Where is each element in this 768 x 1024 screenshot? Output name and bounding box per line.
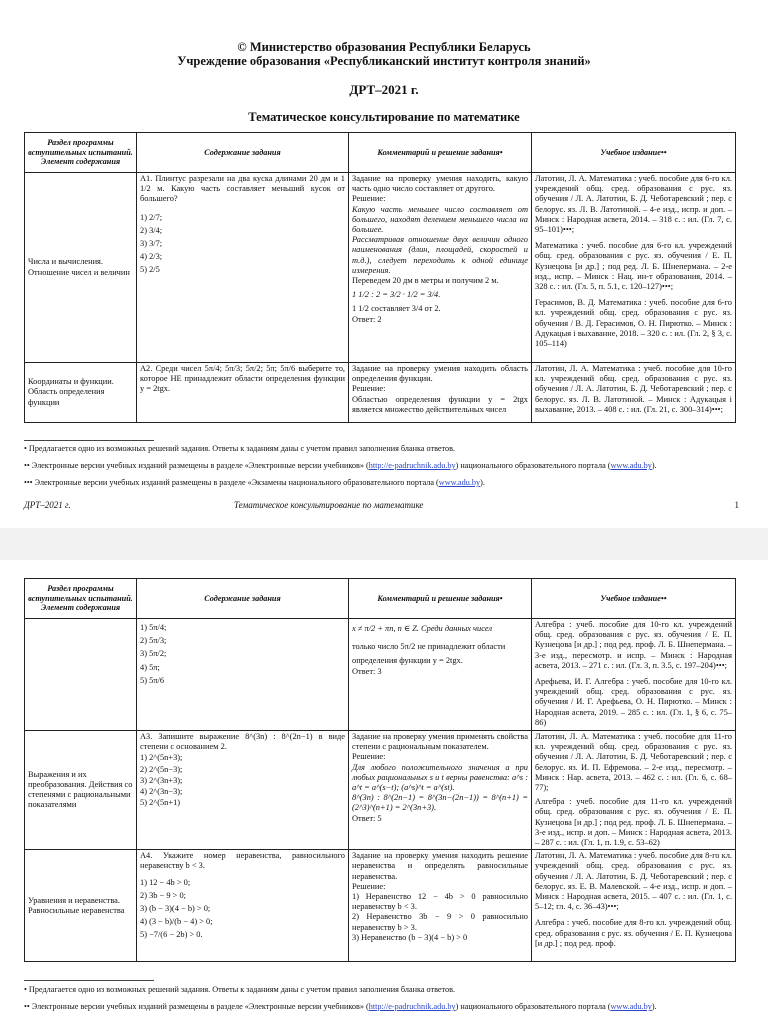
answer-option: 2) 2^(5n−3); xyxy=(140,764,183,774)
books-cell: Латотин, Л. А. Математика : учеб. пособие для 10-го кл. учреждений общ. сред. образования с рус. яз. обучения / Л. А. Латотин, Б. Д. Чеботаревский ; пер. с белорус. яз. Л. В. Латотиной. – Минск : Адукацыя і выхаванне, 2013. – 408 с. : ил. (Гл. 21, с. 300–314)•••; xyxy=(532,363,736,423)
comment-text: 3) Неравенство (b − 3)(4 − b) > 0 xyxy=(352,932,468,942)
section-cell: Выражения и их преобразования. Действия со степенями с рациональными показателями xyxy=(25,731,137,850)
comment-text: Переведем 20 дм в метры и получим 2 м. xyxy=(352,276,499,286)
task-cell xyxy=(137,850,349,962)
institution-header: Учреждение образования «Республиканский институт контроля знаний» xyxy=(177,54,591,68)
comment-cell xyxy=(349,731,532,850)
comment-formula: 8^(3n) : 8^(2n−1) = 8^(3n−(2n−1)) = 8^(n+1) = (2^3)^(n+1) = 2^(3n+3). xyxy=(352,793,528,813)
answer-option: 3) 2^(3n+3); xyxy=(140,775,183,785)
comment-text: Какую часть меньшее число составляет от большего, находят делением меньшего числа на большее. xyxy=(352,204,528,235)
footnote: ••• Электронные версии учебных изданий размещены в разделе «Экзамены национального образовательного портала (www.adu.by). xyxy=(24,478,485,487)
comment-cell xyxy=(349,363,532,423)
link-e-padruchnik[interactable]: http://e-padruchnik.adu.by xyxy=(368,461,456,470)
task-text: А4. Укажите номер неравенства, равносильного неравенству b < 3. xyxy=(140,851,345,871)
book-reference: Латотин, Л. А. Математика : учеб. пособие для 8-го кл. учреждений общ. сред. образования с рус. яз. обучения / Л. А. Латотин, Б. Д. Чеботаревский ; пер. с белорус. яз. Е. В. Малевской. – 4-е изд., испр. и доп. – Минск : Народная асвета, 2015. – 407 с. : ил. (Гл. 1, с. 5–12; гл. 4, с. 36–43)•••; xyxy=(535,851,732,912)
answer-option: 4) 5π; xyxy=(140,662,160,672)
section-cell: Уравнения и неравенства. Равносильные неравенства xyxy=(25,850,137,962)
section-cell xyxy=(25,619,137,731)
answer-option: 3) 3/7; xyxy=(140,239,163,249)
comment-text: Для любого положительного значения a при любых рациональных s и t верны равенства: a^s : a^t = a^(s−t); (a^s)^t = a^(st). xyxy=(352,762,528,793)
comment-text: Рассматривая отношение двух величин одного наименования (длин, площадей, скоростей и т.д.), следует переходить к одной единице измерения. xyxy=(352,235,528,275)
comment-text: Решение: xyxy=(352,194,386,204)
section-cell: Числа и вычисления. Отношение чисел и величин xyxy=(25,173,137,363)
book-reference: Математика : учеб. пособие для 6-го кл. учреждений общ. сред. образования с рус. яз. обучения / Е. П. Кузнецова [и др.] ; под ред. Л. Б. Шнепермана. – 2-е изд., испр. – Минск : Нац. ин-т образования, 2014. – 328 с. : ил. (Гл. 5, п. 5.1, с. 120–127)•••; xyxy=(535,241,732,292)
answer-option: 5) −7/(6 − 2b) > 0. xyxy=(140,930,203,940)
col-header-books: Учебное издание•• xyxy=(532,133,736,173)
comment-answer: Ответ: 3 xyxy=(352,666,382,676)
table-row xyxy=(25,619,736,731)
table-row xyxy=(25,731,736,850)
book-reference: Алгебра : учеб. пособие для 10-го кл. учреждений общ. сред. образования с рус. яз. обучения / Е. П. Кузнецова [и др.] ; под ред. проф. Л. Б. Шнепермана. – 3-е изд., пересмотр. и испр. – Минск : Народная асвета, 2013. – 271 с. : ил. (Гл. 3, п. 3.5, с. 197–204)•••; xyxy=(535,620,732,670)
col-header-section: Раздел программы вступительных испытаний. Элемент содержания xyxy=(25,579,137,619)
answer-option: 1) 2^(5n+3); xyxy=(140,753,183,763)
link-adu-by[interactable]: www.adu.by xyxy=(610,461,652,470)
comment-text: 1) Неравенство 12 − 4b > 0 равносильно неравенству b < 3. xyxy=(352,892,528,912)
consultation-table-1 xyxy=(24,132,736,423)
comment-text: Решение: xyxy=(352,881,386,891)
table-row xyxy=(25,850,736,962)
comment-text: Решение: xyxy=(352,384,386,394)
answer-option: 3) 5π/2; xyxy=(140,649,167,659)
footnote: •• Электронные версии учебных изданий размещены в разделе «Электронные версии учебников» (http://e-padruchnik.adu.by) национального образовательного портала (www.adu.by). xyxy=(24,1002,657,1011)
task-cell xyxy=(137,731,349,850)
footnote-divider xyxy=(24,980,154,981)
table-row xyxy=(25,173,736,363)
comment-text: Задание на проверку умения применять свойства степени с рациональным показателем. xyxy=(352,732,528,752)
answer-option: 5) 5π/6 xyxy=(140,675,165,685)
section-cell: Координаты и функции. Область определения функции xyxy=(25,363,137,423)
answer-option: 4) 2^(3n−3); xyxy=(140,787,183,797)
comment-text: Областью определения функции y = 2tgx является множество действительных чисел xyxy=(352,394,528,414)
answer-option: 1) 5π/4; xyxy=(140,623,167,632)
col-header-task: Содержание задания xyxy=(137,133,349,173)
comment-cell xyxy=(349,850,532,962)
subject-title: Тематическое консультирование по математике xyxy=(248,110,520,124)
link-e-padruchnik[interactable]: http://e-padruchnik.adu.by xyxy=(368,1002,456,1011)
col-header-comment: Комментарий и решение задания• xyxy=(349,579,532,619)
answer-option: 1) 2/7; xyxy=(140,212,163,222)
answer-option: 3) (b − 3)(4 − b) > 0; xyxy=(140,904,211,914)
comment-answer: Ответ: 5 xyxy=(352,813,382,823)
table-header-row xyxy=(25,579,736,619)
comment-text: 1 1/2 составляет 3/4 от 2. xyxy=(352,304,441,314)
book-reference: Алгебра : учеб. пособие для 8-го кл. учреждений общ. сред. образования с рус. яз. обучения / Е. П. Кузнецова [и др.] ; под ред. проф. xyxy=(535,918,732,948)
task-cell xyxy=(137,619,349,731)
consultation-table-2 xyxy=(24,578,736,962)
comment-formula: 1 1/2 : 2 = 3/2 · 1/2 = 3/4. xyxy=(352,290,441,300)
comment-cell xyxy=(349,173,532,363)
answer-option: 2) 5π/3; xyxy=(140,636,167,646)
task-cell: А2. Среди чисел 5π/4; 5π/3; 5π/2; 5π; 5π/6 выберите то, которое НЕ принадлежит области определения функции y = 2tgx. xyxy=(137,363,349,423)
books-cell xyxy=(532,173,736,363)
footnote: •• Электронные версии учебных изданий размещены в разделе «Электронные версии учебников» (http://e-padruchnik.adu.by) национального образовательного портала (www.adu.by). xyxy=(24,461,657,470)
books-cell xyxy=(532,731,736,850)
answer-option: 4) 2/3; xyxy=(140,252,163,262)
comment-cell xyxy=(349,619,532,731)
footnote-divider xyxy=(24,440,154,441)
ministry-header: © Министерство образования Республики Беларусь xyxy=(237,40,531,54)
answer-option: 4) (3 − b)/(b − 4) > 0; xyxy=(140,917,213,927)
footer-exam: ДРТ–2021 г. xyxy=(24,500,71,510)
book-reference: Латотин, Л. А. Математика : учеб. пособие для 6-го кл. учреждений общ. сред. образования с рус. яз. обучения / Л. А. Латотин, Б. Д. Чеботаревский ; пер. с белорус. яз. Л. В. Латотиной. – 4-е изд., испр. и доп. – Минск : Народная асвета, 2014. – 318 с. : ил. (Гл. 7, с. 95–101)•••; xyxy=(535,174,732,235)
comment-text: только число 5π/2 не принадлежит области xyxy=(352,642,506,652)
link-adu-by[interactable]: www.adu.by xyxy=(610,1002,652,1011)
comment-formula: x ≠ π/2 + πn, n ∈ Z. Среди данных чисел xyxy=(352,624,493,633)
footer-subject: Тематическое консультирование по математике xyxy=(234,500,424,510)
book-reference: Латотин, Л. А. Математика : учеб. пособие для 11-го кл. учреждений общ. сред. образования с рус. яз. обучения / Л. А. Латотин, Б. Д. Чеботаревский ; пер. с белорус. яз. И. П. Ефремова. – 2-е изд., пересмотр. – Минск : Нар. асвета, 2013. – 462 с. : ил. (Гл. 6, с. 68–77); xyxy=(535,732,732,793)
table-row xyxy=(25,363,736,423)
book-reference: Арефьева, И. Г. Алгебра : учеб. пособие для 10-го кл. учреждений общ. сред. образования с рус. яз. обучения / И. Г. Арефьева, О. Н. Пирютко. – Минск : Народная асвета, 2019. – 285 с. : ил. (Гл. 1, § 6, с. 75–86) xyxy=(535,677,732,727)
answer-option: 1) 12 − 4b > 0; xyxy=(140,877,191,887)
col-header-comment: Комментарий и решение задания• xyxy=(349,133,532,173)
books-cell xyxy=(532,850,736,962)
link-adu-by[interactable]: www.adu.by xyxy=(438,478,481,487)
comment-text: Задание на проверку умения находить решение неравенства и определять равносильные неравенства. xyxy=(352,851,528,881)
table-header-row xyxy=(25,133,736,173)
task-text: А1. Плинтус разрезали на два куска длинами 20 дм и 1 1/2 м. Какую часть составляет меньший кусок от большего? xyxy=(140,174,345,204)
exam-title: ДРТ–2021 г. xyxy=(349,82,419,97)
col-header-books: Учебное издание•• xyxy=(532,579,736,619)
answer-option: 2) 3b − 9 > 0; xyxy=(140,890,186,900)
comment-answer: Ответ: 2 xyxy=(352,314,382,324)
page-2 xyxy=(0,560,768,1024)
books-cell xyxy=(532,619,736,731)
comment-text: Задание на проверку умения находить область определения функции. xyxy=(352,364,528,384)
answer-option: 2) 3/4; xyxy=(140,225,163,235)
comment-text: определения функции y = 2tgx. xyxy=(352,656,463,666)
col-header-task: Содержание задания xyxy=(137,579,349,619)
comment-text: Задание на проверку умения находить, какую часть одно число составляет от другого. xyxy=(352,174,528,194)
answer-option: 5) 2^(5n+1) xyxy=(140,798,181,808)
page-gap xyxy=(0,528,768,560)
book-reference: Герасимов, В. Д. Математика : учеб. пособие для 6-го кл. учреждений общ. сред. образования с рус. яз. обучения / В. Д. Герасимов, О. Н. Пирютко. – Минск : Адукацыя і выхаванне, 2018. – 320 с. : ил. (Гл. 2, § 3, с. 105–114) xyxy=(535,298,732,349)
answer-option: 5) 2/5 xyxy=(140,265,160,275)
footnote: • Предлагается одно из возможных решений задания. Ответы к заданиям даны с учетом правил заполнения бланка ответов. xyxy=(24,985,456,994)
comment-text: 2) Неравенство 3b − 9 > 0 равносильно неравенству b > 3. xyxy=(352,912,528,932)
book-reference: Алгебра : учеб. пособие для 11-го кл. учреждений общ. сред. образования с рус. яз. обучения / Е. П. Кузнецова [и др.] ; под ред. проф. Л. Б. Шнепермана. – 3-е изд., испр. и доп. – Минск : Народная асвета, 2013. – 287 с. : ил. (Гл. 1, п. 1.9, с. 53–62) xyxy=(535,797,732,848)
task-text: А3. Запишите выражение 8^(3n) : 8^(2n−1) в виде степени с основанием 2. xyxy=(140,732,345,752)
footnote: • Предлагается одно из возможных решений задания. Ответы к заданиям даны с учетом правил заполнения бланка ответов. xyxy=(24,444,456,453)
col-header-section: Раздел программы вступительных испытаний. Элемент содержания xyxy=(25,133,137,173)
comment-text: Решение: xyxy=(352,752,386,762)
task-cell xyxy=(137,173,349,363)
page-number: 1 xyxy=(734,500,739,510)
